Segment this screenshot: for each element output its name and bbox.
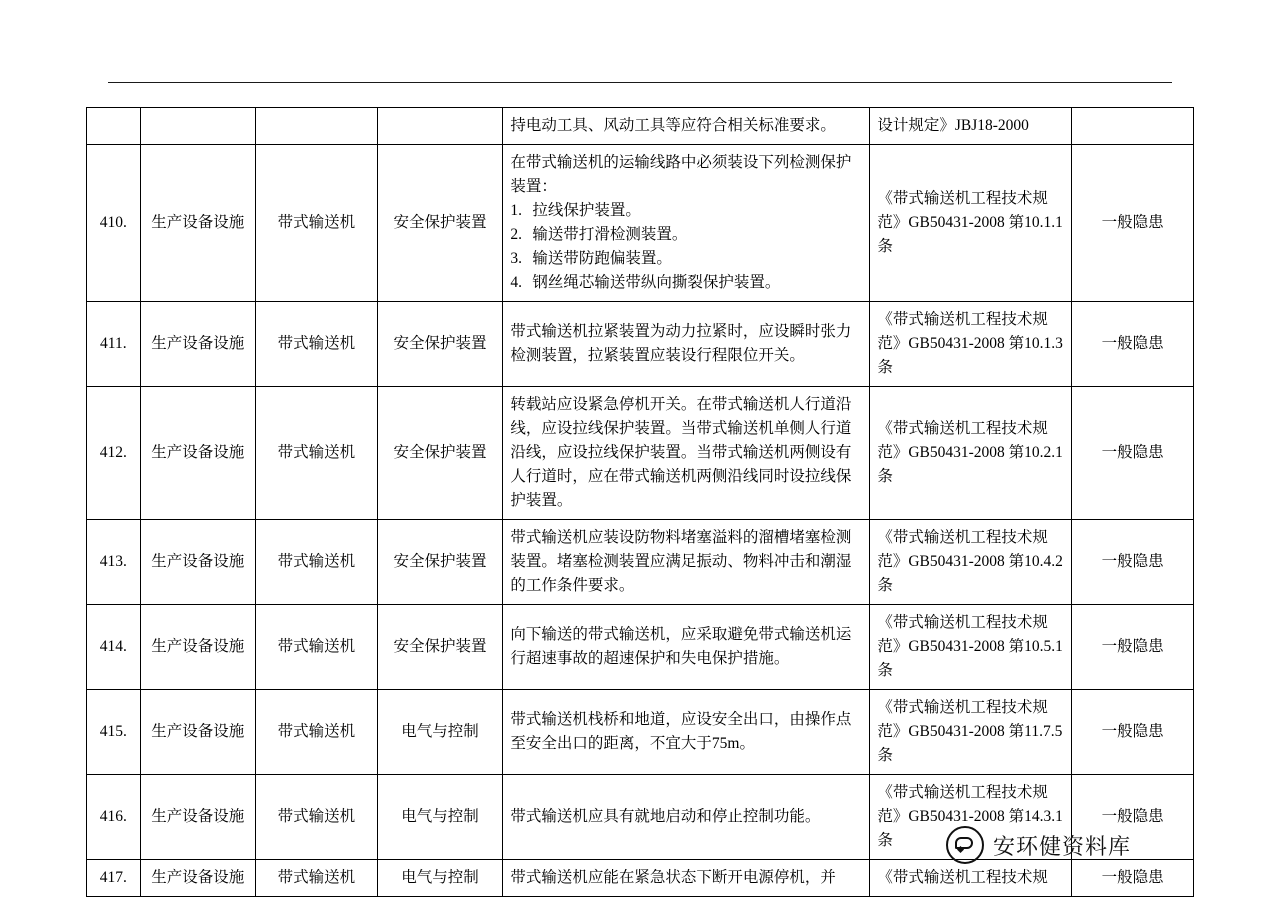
cell-reference: 《带式输送机工程技术规范》GB50431-2008 第10.4.2 条 (870, 520, 1072, 605)
table-row-continued (87, 108, 1194, 145)
list-item (510, 271, 862, 295)
cell-reference: 设计规定》JBJ18-2000 (870, 108, 1072, 145)
cell-item: 电气与控制 (377, 690, 503, 775)
cell-category: 生产设备设施 (140, 860, 255, 897)
cell-equipment: 带式输送机 (256, 605, 378, 690)
cell-item: 安全保护装置 (377, 145, 503, 302)
watermark-logo (946, 826, 1131, 864)
cell-equipment: 带式输送机 (256, 145, 378, 302)
hazard-table-container (86, 107, 1194, 897)
cell-item: 电气与控制 (377, 860, 503, 897)
cell-description (503, 145, 870, 302)
hazard-table (86, 107, 1194, 897)
description-list (510, 199, 862, 295)
cell-category: 生产设备设施 (140, 145, 255, 302)
description-lead: 在带式输送机的运输线路中必须装设下列检测保护装置： (510, 154, 852, 196)
header-rule (108, 82, 1172, 83)
cell-category: 生产设备设施 (140, 520, 255, 605)
cell-num: 416. (87, 775, 141, 860)
cell-category: 生产设备设施 (140, 690, 255, 775)
cell-equipment: 带式输送机 (256, 860, 378, 897)
table-row (87, 860, 1194, 897)
cell-reference: 《带式输送机工程技术规范》GB50431-2008 第10.1.1 条 (870, 145, 1072, 302)
list-text: 输送带防跑偏装置。 (532, 250, 672, 268)
list-item (510, 247, 862, 271)
cell-reference: 《带式输送机工程技术规范》GB50431-2008 第10.5.1 条 (870, 605, 1072, 690)
cell-level (1072, 108, 1194, 145)
cell-category: 生产设备设施 (140, 605, 255, 690)
cell-num: 412. (87, 387, 141, 520)
cell-item: 安全保护装置 (377, 520, 503, 605)
list-text: 输送带打滑检测装置。 (532, 226, 688, 244)
cell-reference: 《带式输送机工程技术规范》GB50431-2008 第11.7.5 条 (870, 690, 1072, 775)
table-row (87, 302, 1194, 387)
cell-num: 415. (87, 690, 141, 775)
cell-level: 一般隐患 (1072, 387, 1194, 520)
cell-equipment (256, 108, 378, 145)
cell-item: 安全保护装置 (377, 302, 503, 387)
cell-item (377, 108, 503, 145)
cell-description: 带式输送机应具有就地启动和停止控制功能。 (503, 775, 870, 860)
list-item (510, 199, 862, 223)
table-row (87, 387, 1194, 520)
watermark-label: 安环健资料库 (993, 833, 1132, 859)
cell-equipment: 带式输送机 (256, 520, 378, 605)
cell-reference: 《带式输送机工程技术规 (870, 860, 1072, 897)
cell-num: 410. (87, 145, 141, 302)
list-item (510, 223, 862, 247)
cell-equipment: 带式输送机 (256, 387, 378, 520)
table-row (87, 520, 1194, 605)
speech-bubble-icon (946, 826, 984, 864)
cell-description: 带式输送机栈桥和地道，应设安全出口，由操作点至安全出口的距离，不宜大于75m。 (503, 690, 870, 775)
cell-num: 417. (87, 860, 141, 897)
list-index: 1. (510, 202, 523, 220)
cell-description: 转载站应设紧急停机开关。在带式输送机人行道沿线，应设拉线保护装置。当带式输送机单侧人行道沿线，应设拉线保护装置。当带式输送机两侧设有人行道时，应在带式输送机两侧沿线同时设拉线保护装置。 (503, 387, 870, 520)
cell-item: 安全保护装置 (377, 605, 503, 690)
table-row (87, 145, 1194, 302)
cell-level: 一般隐患 (1072, 860, 1194, 897)
cell-equipment: 带式输送机 (256, 690, 378, 775)
list-text: 拉线保护装置。 (532, 202, 641, 220)
cell-category: 生产设备设施 (140, 302, 255, 387)
cell-reference: 《带式输送机工程技术规范》GB50431-2008 第14.3.1 条 (870, 775, 1072, 860)
cell-description: 带式输送机应装设防物料堵塞溢料的溜槽堵塞检测装置。堵塞检测装置应满足振动、物料冲击和潮湿的工作条件要求。 (503, 520, 870, 605)
list-index: 4. (510, 274, 523, 292)
cell-level: 一般隐患 (1072, 302, 1194, 387)
cell-equipment: 带式输送机 (256, 302, 378, 387)
cell-level: 一般隐患 (1072, 605, 1194, 690)
list-text: 钢丝绳芯输送带纵向撕裂保护装置。 (532, 274, 781, 292)
cell-num: 414. (87, 605, 141, 690)
cell-level: 一般隐患 (1072, 690, 1194, 775)
table-row (87, 605, 1194, 690)
cell-description: 带式输送机应能在紧急状态下断开电源停机，并 (503, 860, 870, 897)
cell-item: 安全保护装置 (377, 387, 503, 520)
cell-reference: 《带式输送机工程技术规范》GB50431-2008 第10.2.1 条 (870, 387, 1072, 520)
cell-item: 电气与控制 (377, 775, 503, 860)
cell-num (87, 108, 141, 145)
cell-category: 生产设备设施 (140, 775, 255, 860)
cell-category (140, 108, 255, 145)
list-index: 3. (510, 250, 523, 268)
cell-description: 持电动工具、风动工具等应符合相关标准要求。 (503, 108, 870, 145)
cell-description: 带式输送机拉紧装置为动力拉紧时，应设瞬时张力检测装置，拉紧装置应装设行程限位开关。 (503, 302, 870, 387)
cell-reference: 《带式输送机工程技术规范》GB50431-2008 第10.1.3 条 (870, 302, 1072, 387)
list-index: 2. (510, 226, 523, 244)
cell-level: 一般隐患 (1072, 520, 1194, 605)
cell-category: 生产设备设施 (140, 387, 255, 520)
cell-equipment: 带式输送机 (256, 775, 378, 860)
cell-level: 一般隐患 (1072, 775, 1194, 860)
cell-description: 向下输送的带式输送机，应采取避免带式输送机运行超速事故的超速保护和失电保护措施。 (503, 605, 870, 690)
table-row (87, 690, 1194, 775)
cell-level: 一般隐患 (1072, 145, 1194, 302)
cell-num: 411. (87, 302, 141, 387)
cell-num: 413. (87, 520, 141, 605)
